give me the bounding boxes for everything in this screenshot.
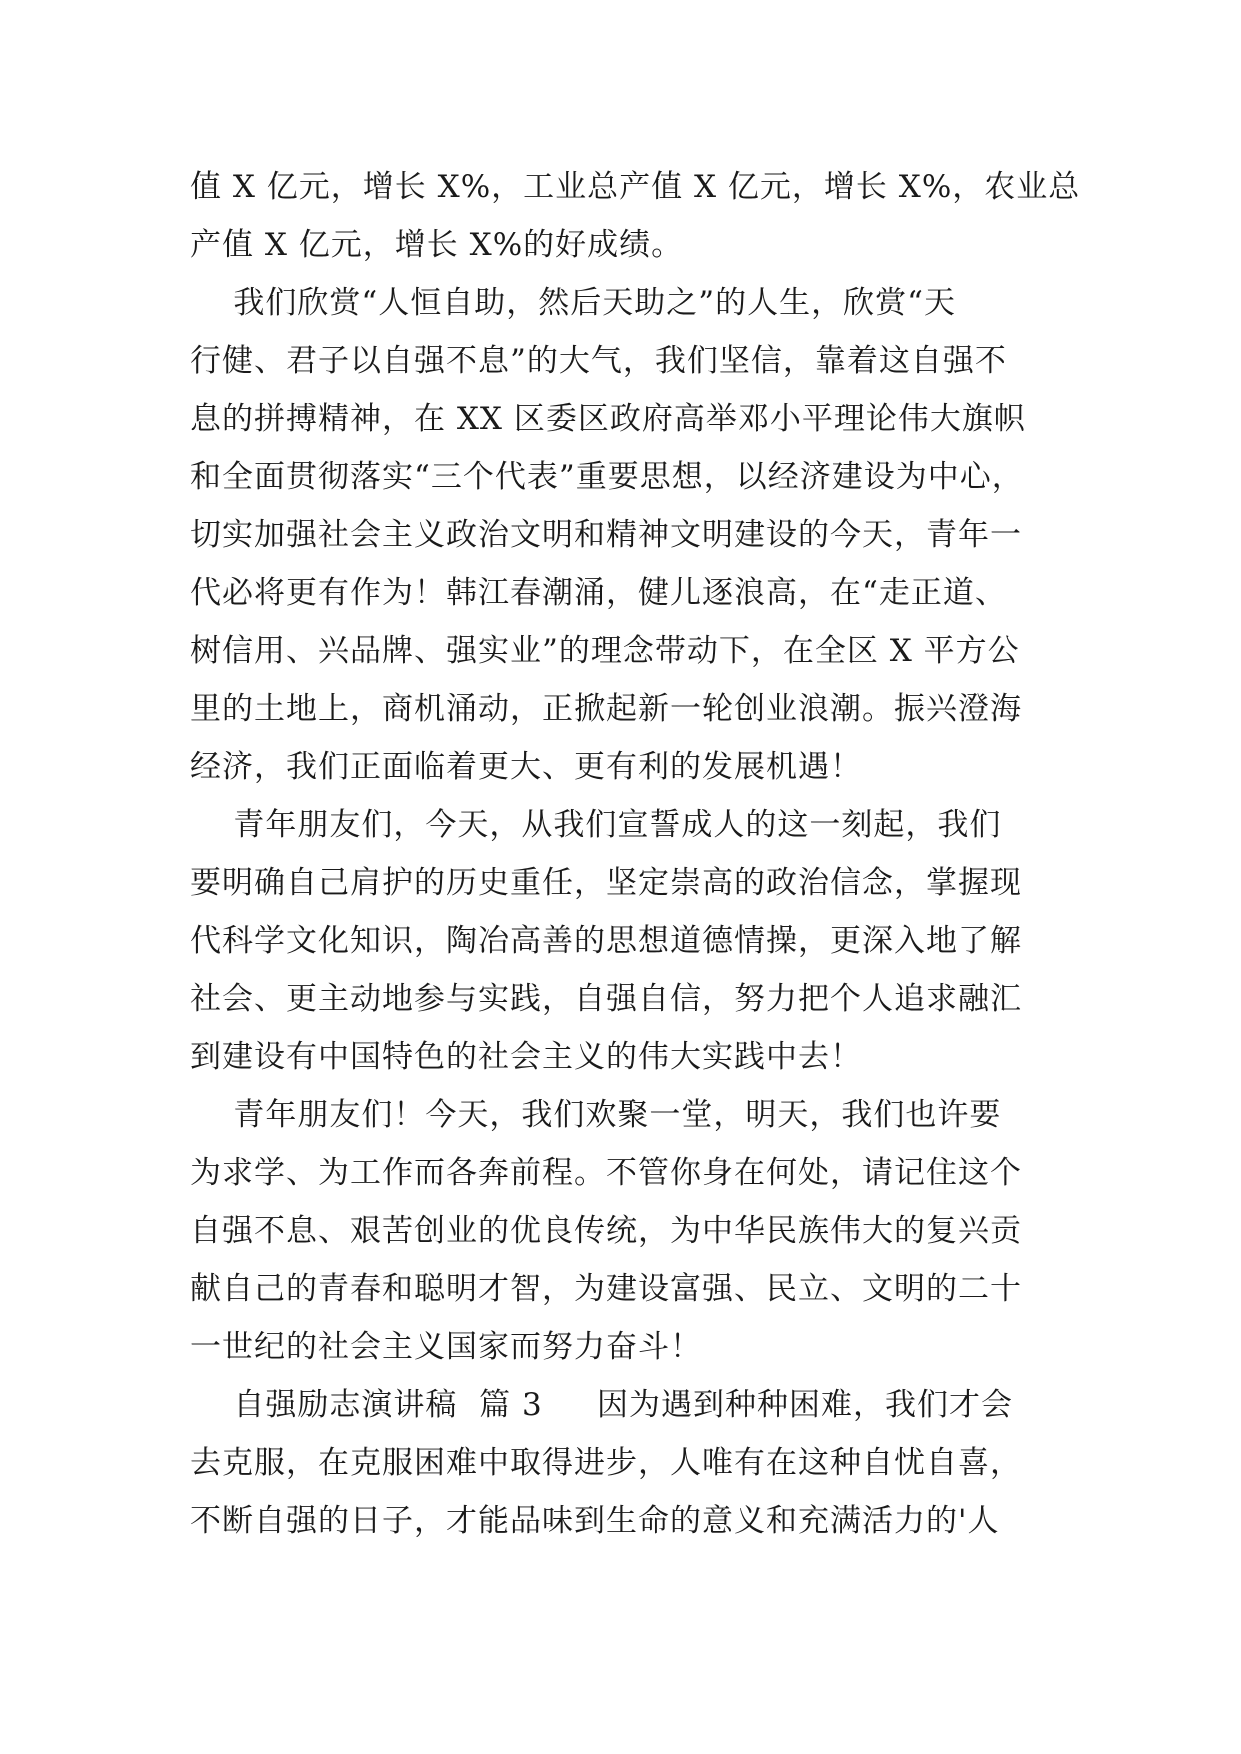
text-line: 里的土地上，商机涌动，正掀起新一轮创业浪潮。振兴澄海 (190, 691, 1022, 727)
text-line: 自强不息、艰苦创业的优良传统，为中华民族伟大的复兴贡 (190, 1213, 1022, 1249)
text-line: 和全面贯彻落实“三个代表”重要思想，以经济建设为中心， (190, 459, 1024, 495)
text-line: 青年朋友们！今天，我们欢聚一堂，明天，我们也许要 (190, 1097, 1002, 1133)
text-line: 代必将更有作为！韩江春潮涌，健儿逐浪高，在“走正道、 (190, 575, 1007, 611)
text-line: 要明确自己肩护的历史重任，坚定崇高的政治信念，掌握现 (190, 865, 1022, 901)
text-line: 行健、君子以自强不息”的大气，我们坚信，靠着这自强不 (190, 343, 1007, 379)
text-line: 值 X 亿元，增长 X%，工业总产值 X 亿元，增长 X%，农业总 (190, 169, 1081, 205)
text-line: 青年朋友们，今天，从我们宣誓成人的这一刻起，我们 (190, 807, 1002, 843)
text-line: 一世纪的社会主义国家而努力奋斗！ (190, 1329, 702, 1365)
text-line: 产值 X 亿元，增长 X%的好成绩。 (190, 227, 684, 263)
text-line: 为求学、为工作而各奔前程。不管你身在何处，请记住这个 (190, 1155, 1022, 1191)
text-line: 经济，我们正面临着更大、更有利的发展机遇！ (190, 749, 862, 785)
text-line: 社会、更主动地参与实践，自强自信，努力把个人追求融汇 (190, 981, 1022, 1017)
text-line: 不断自强的日子，才能品味到生命的意义和充满活力的'人 (190, 1503, 1000, 1539)
text-line: 我们欣赏“人恒自助，然后天助之”的人生，欣赏“天 (190, 285, 956, 321)
text-line: 树信用、兴品牌、强实业”的理念带动下，在全区 X 平方公 (190, 633, 1020, 669)
text-line: 自强励志演讲稿 篇 3 因为遇到种种困难，我们才会 (190, 1387, 1013, 1423)
document-body (190, 158, 1081, 1550)
text-line: 献自己的青春和聪明才智，为建设富强、民立、文明的二十 (190, 1271, 1022, 1307)
text-line: 切实加强社会主义政治文明和精神文明建设的今天，青年一 (190, 517, 1022, 553)
text-line: 去克服，在克服困难中取得进步，人唯有在这种自忧自喜， (190, 1445, 1022, 1481)
text-line: 代科学文化知识，陶冶高善的思想道德情操，更深入地了解 (190, 923, 1022, 959)
text-line: 到建设有中国特色的社会主义的伟大实践中去！ (190, 1039, 862, 1075)
text-line: 息的拼搏精神，在 XX 区委区政府高举邓小平理论伟大旗帜 (190, 401, 1026, 437)
